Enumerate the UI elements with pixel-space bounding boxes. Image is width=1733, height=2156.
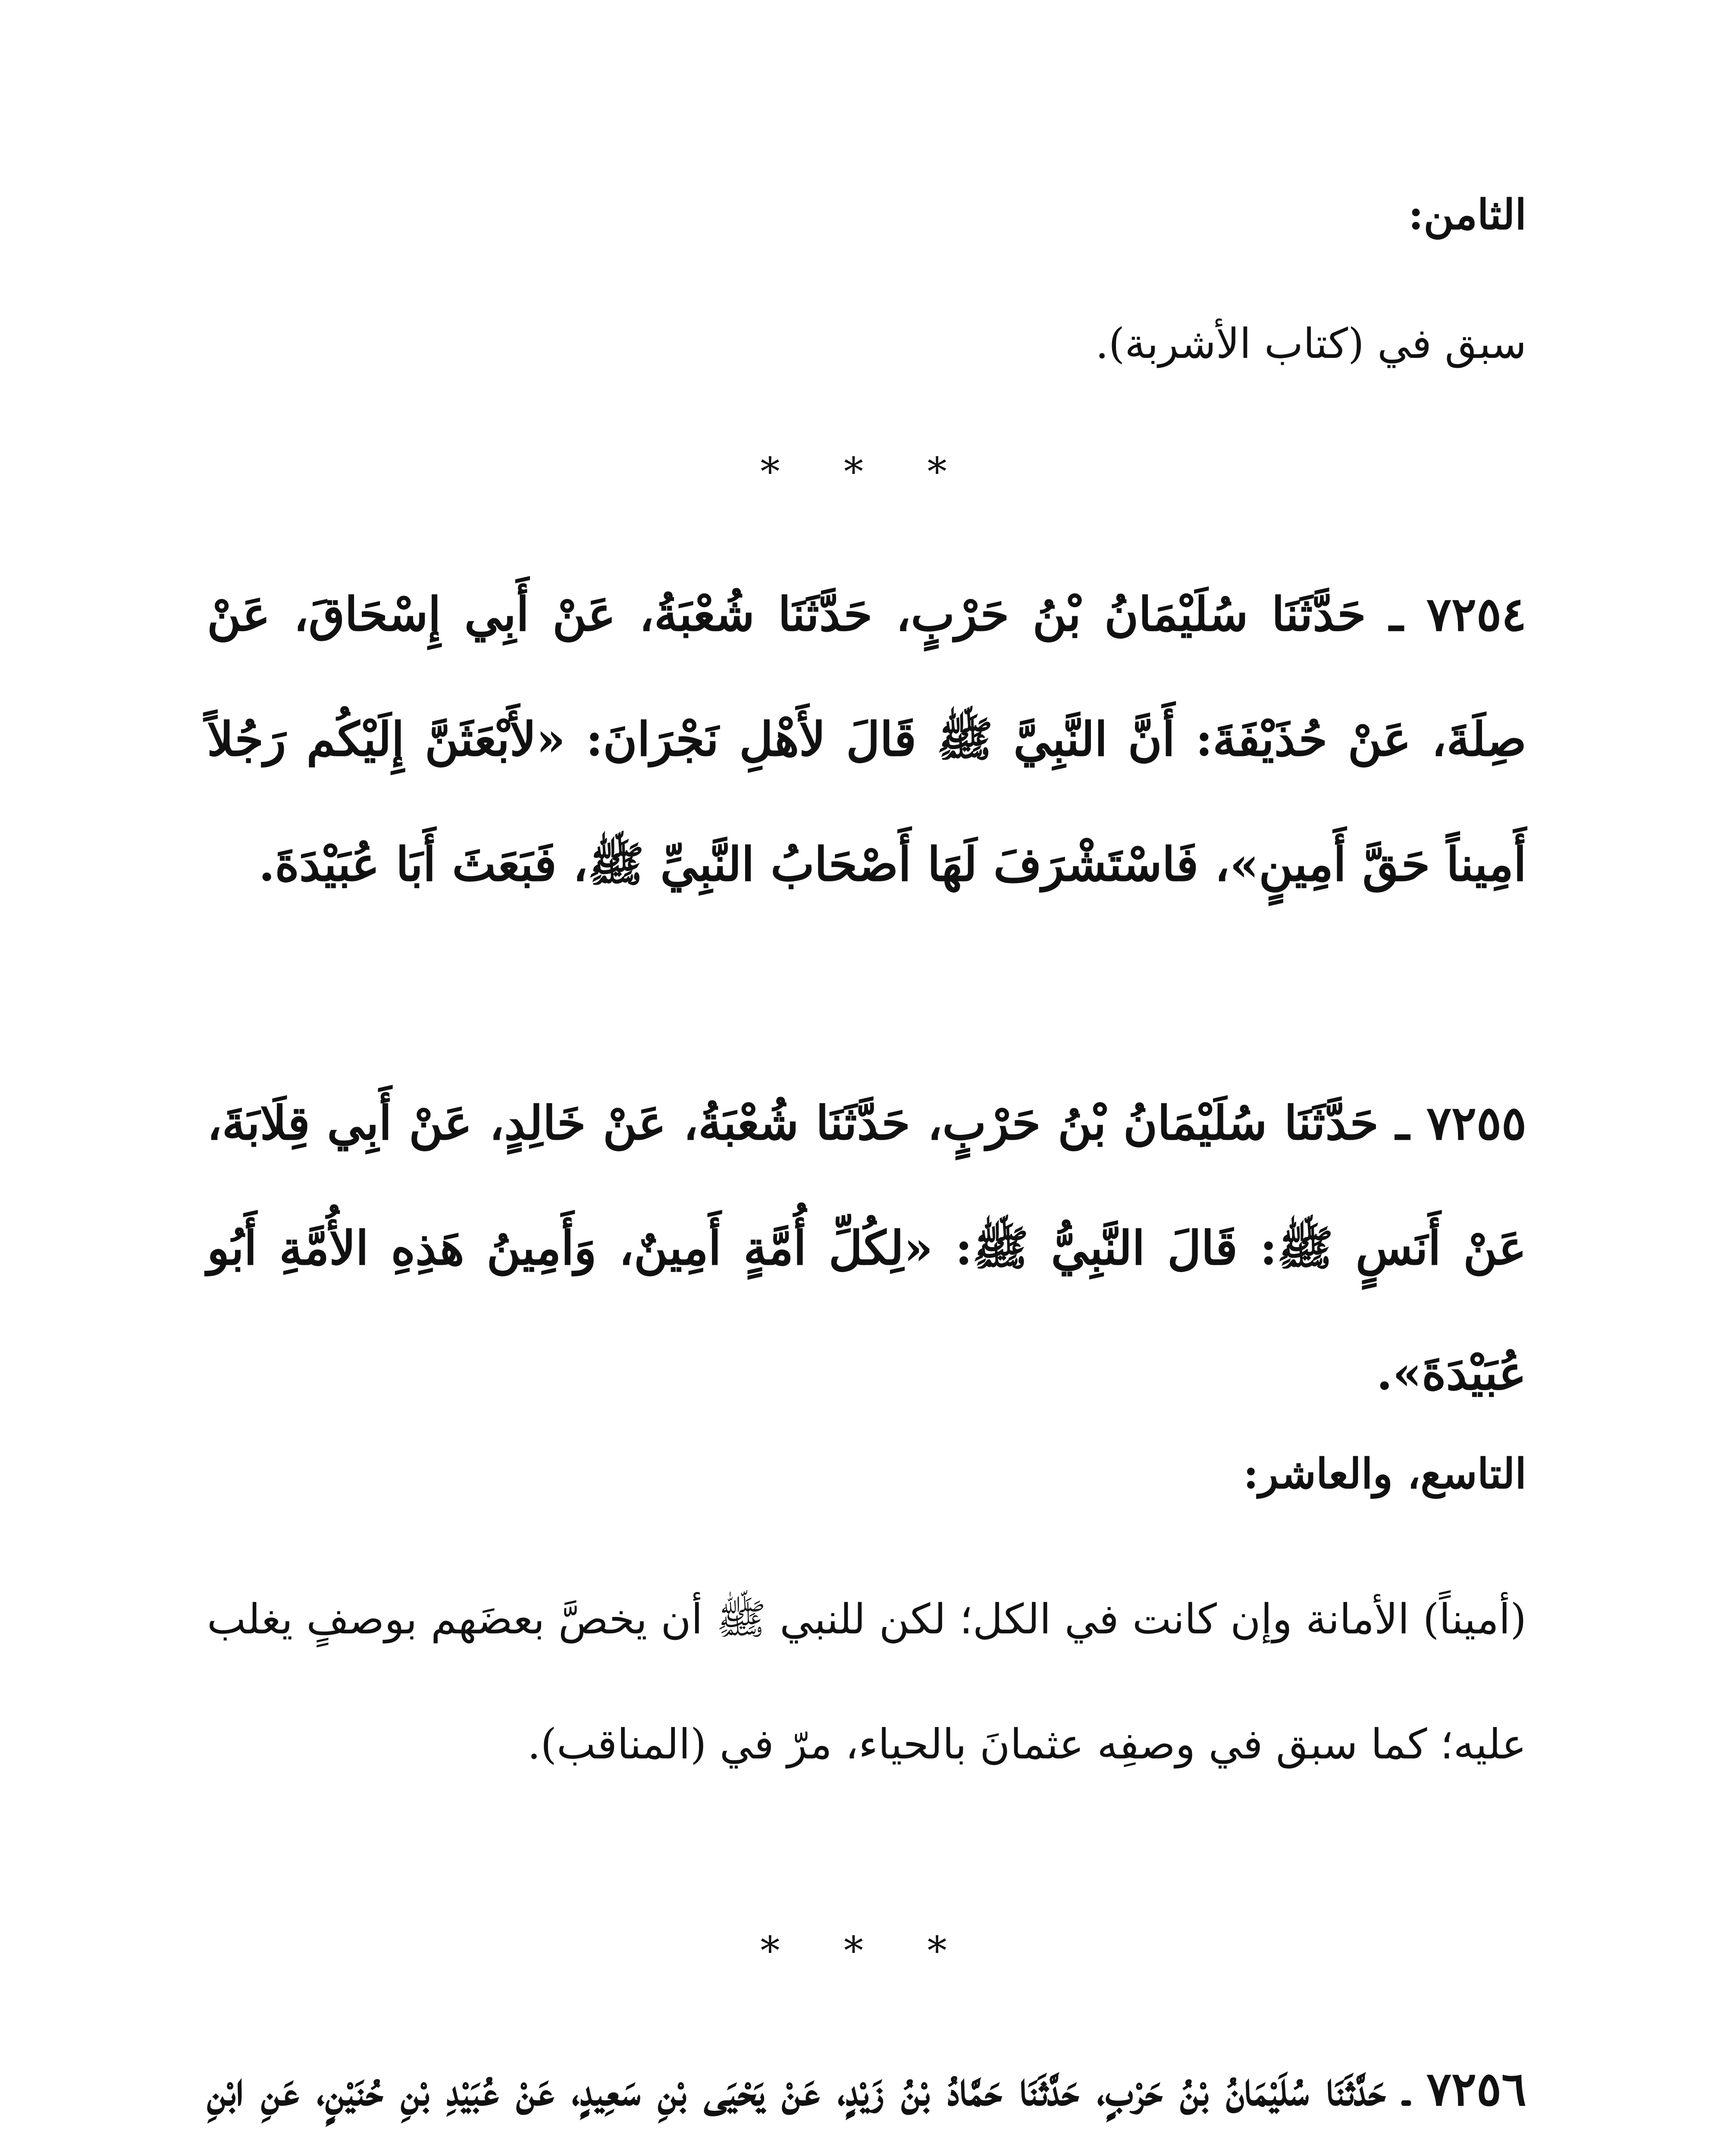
eighth-body (207, 319, 1526, 369)
eighth-text: سبق في (كتاب الأشربة). (1095, 320, 1526, 368)
hadith-7254: ٧٢٥٤ ـ حَدَّثَنَا سُلَيْمَانُ بْنُ حَرْبٍ، حَدَّثَنَا شُعْبَةُ، عَنْ أَبِي إِسْحَاقَ، عَنْ صِلَةَ، عَنْ حُذَيْفَةَ: أَنَّ النَّبِيَّ ﷺ قَالَ لأَهْلِ نَجْرَانَ: «لأَبْعَثَنَّ إِلَيْكُم رَجُلاً أَمِيناً حَقَّ أَمِينٍ»، فَاسْتَشْرَفَ لَهَا أَصْحَابُ النَّبِيِّ ﷺ، فَبَعَثَ أَبَا عُبَيْدَةَ. (207, 587, 1526, 892)
hadith-7256: ٧٢٥٦ ـ حَدَّثَنَا سُلَيْمَانُ بْنُ حَرْبٍ، حَدَّثَنَا حَمَّادُ بْنُ زَيْدٍ، عَنْ يَحْيَى بْنِ سَعِيدٍ، عَنْ عُبَيْدِ بْنِ حُنَيْنٍ، عَنِ ابْنِ (207, 2062, 1526, 2116)
hadith-7256-block (207, 2027, 1526, 2156)
eighth-heading: الثامن: (1408, 190, 1526, 239)
separator-stars-2: * * * (760, 1928, 973, 1974)
hadith-7255: ٧٢٥٥ ـ حَدَّثَنَا سُلَيْمَانُ بْنُ حَرْبٍ، حَدَّثَنَا شُعْبَةُ، عَنْ خَالِدٍ، عَنْ أَبِي قِلَابَةَ، عَنْ أَنَسٍ ﷺ: قَالَ النَّبِيُّ ﷺ: «لِكُلِّ أُمَّةٍ أَمِينٌ، وَأَمِينُ هَذِهِ الأُمَّةِ أَبُو عُبَيْدَةَ». (207, 1096, 1526, 1401)
hadith-7255-block (207, 1061, 1526, 1436)
eighth-section (207, 190, 1526, 239)
hadith-7254-block (207, 552, 1526, 927)
ninth-tenth-heading: التاسع، والعاشر: (1243, 1449, 1526, 1498)
ninth-tenth-body (207, 1557, 1526, 1807)
separator-stars-1: * * * (760, 449, 973, 495)
ninth-tenth-section (207, 1449, 1526, 1498)
ninth-tenth-text: (أميناً) الأمانة وإن كانت في الكل؛ لكن للنبي ﷺ أن يخصَّ بعضَهم بوصفٍ يغلب عليه؛ كما سبق في وصفِه عثمانَ بالحياء، مرّ في (المناقب). (207, 1595, 1526, 1768)
